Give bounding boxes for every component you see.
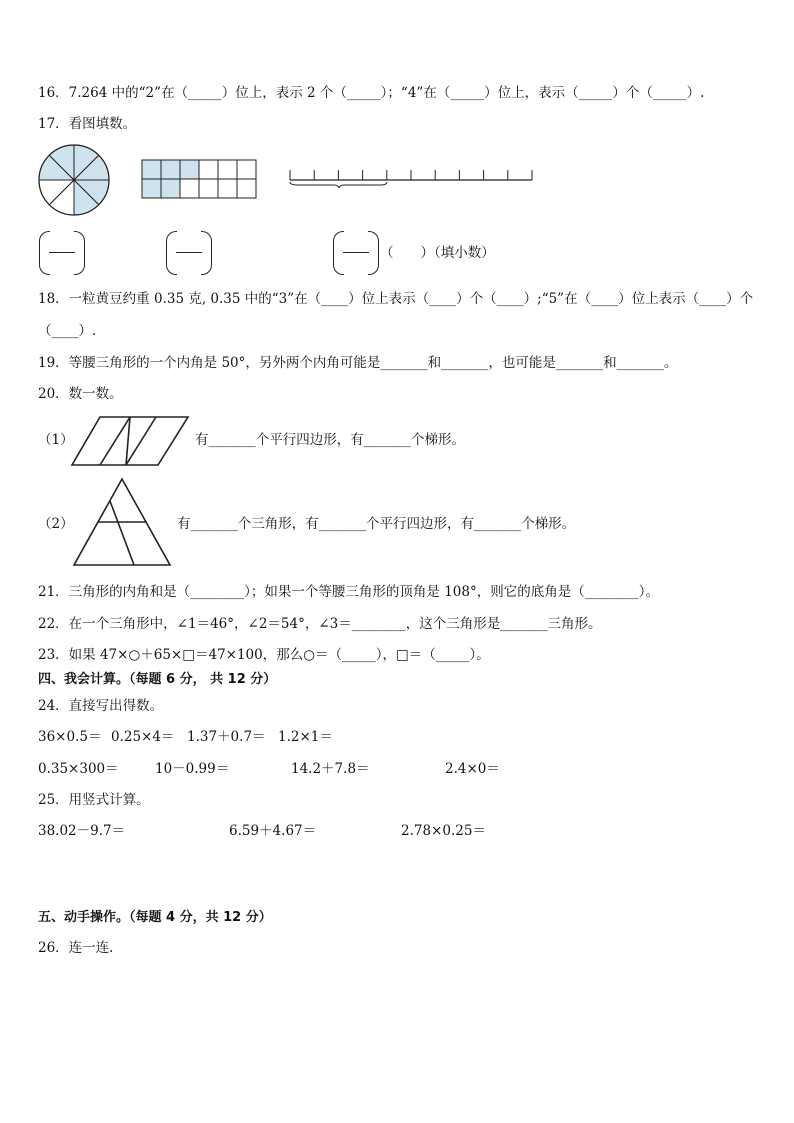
grid-cell — [142, 179, 161, 198]
grid-cell — [161, 179, 180, 198]
question-17: 17．看图填数。 — [38, 116, 137, 132]
q24-item-8: 2.4×0＝ — [445, 761, 500, 777]
q20-part1-text: 有_______个平行四边形，有_______个梯形。 — [195, 432, 465, 448]
fraction-blank-3[interactable] — [333, 231, 379, 273]
q24-item-5: 0.35×300＝ — [38, 761, 119, 777]
parallelogram-figure — [70, 415, 192, 469]
circle-figure — [37, 143, 111, 217]
grid-cell — [218, 160, 237, 179]
fraction-blank-2[interactable] — [166, 231, 212, 273]
grid-cell — [218, 179, 237, 198]
question-23: 23．如果 47×○＋65×□＝47×100，那么○＝（_____），□＝（_____）。 — [38, 647, 490, 663]
grid-figure — [141, 159, 258, 199]
q24-item-1: 36×0.5＝ — [38, 729, 102, 745]
q25-item-3: 2.78×0.25＝ — [401, 823, 486, 839]
q24-item-3: 1.37＋0.7＝ — [187, 729, 266, 745]
question-18: 18．一粒黄豆约重 0.35 克, 0.35 中的“3”在（____）位上表示（____）个（____）;“5”在（____）位上表示（____）个 — [38, 291, 754, 307]
number-line-figure — [288, 166, 536, 188]
grid-cell — [237, 160, 256, 179]
q24-item-4: 1.2×1＝ — [278, 729, 333, 745]
grid-cell — [180, 179, 199, 198]
question-16: 16．7.264 中的“2”在（_____）位上，表示 2 个（_____）；“4”在（_____）位上，表示（_____）个（_____）. — [38, 85, 705, 101]
q25-item-1: 38.02－9.7＝ — [38, 823, 126, 839]
question-26: 26．连一连. — [38, 940, 114, 956]
question-25: 25．用竖式计算。 — [38, 792, 150, 808]
question-21: 21．三角形的内角和是（________）；如果一个等腰三角形的顶角是 108°，则它的底角是（________）。 — [38, 584, 659, 600]
question-22: 22．在一个三角形中，∠1＝46°，∠2＝54°，∠3＝________，这个三角形是_______三角形。 — [38, 616, 602, 632]
grid-cell — [161, 160, 180, 179]
decimal-blank: （ ）（填小数） — [380, 245, 495, 261]
grid-cell — [199, 179, 218, 198]
q20-part2-label: （2） — [38, 516, 74, 532]
grid-cell — [237, 179, 256, 198]
question-20: 20．数一数。 — [38, 386, 123, 402]
q24-item-2: 0.25×4＝ — [111, 729, 175, 745]
q20-part1-label: （1） — [38, 432, 74, 448]
grid-cell — [142, 160, 161, 179]
fraction-blank-1[interactable] — [39, 231, 85, 273]
number-line-brace — [290, 182, 387, 188]
section-5-heading: 五、动手操作。（每题 4 分，共 12 分） — [38, 910, 272, 925]
question-19: 19．等腰三角形的一个内角是 50°，另外两个内角可能是_______和_______，也可能是_______和_______。 — [38, 355, 678, 371]
q20-part2-text: 有_______个三角形，有_______个平行四边形，有_______个梯形。 — [177, 516, 576, 532]
q24-item-7: 14.2＋7.8＝ — [291, 761, 370, 777]
q24-item-6: 10－0.99＝ — [155, 761, 230, 777]
triangle-figure — [71, 476, 173, 568]
question-18-cont: （____）. — [38, 323, 97, 339]
question-24: 24．直接写出得数。 — [38, 698, 164, 714]
grid-cell — [199, 160, 218, 179]
section-4-heading: 四、我会计算。（每题 6 分， 共 12 分） — [38, 672, 277, 687]
q25-item-2: 6.59＋4.67＝ — [229, 823, 317, 839]
grid-cell — [180, 160, 199, 179]
